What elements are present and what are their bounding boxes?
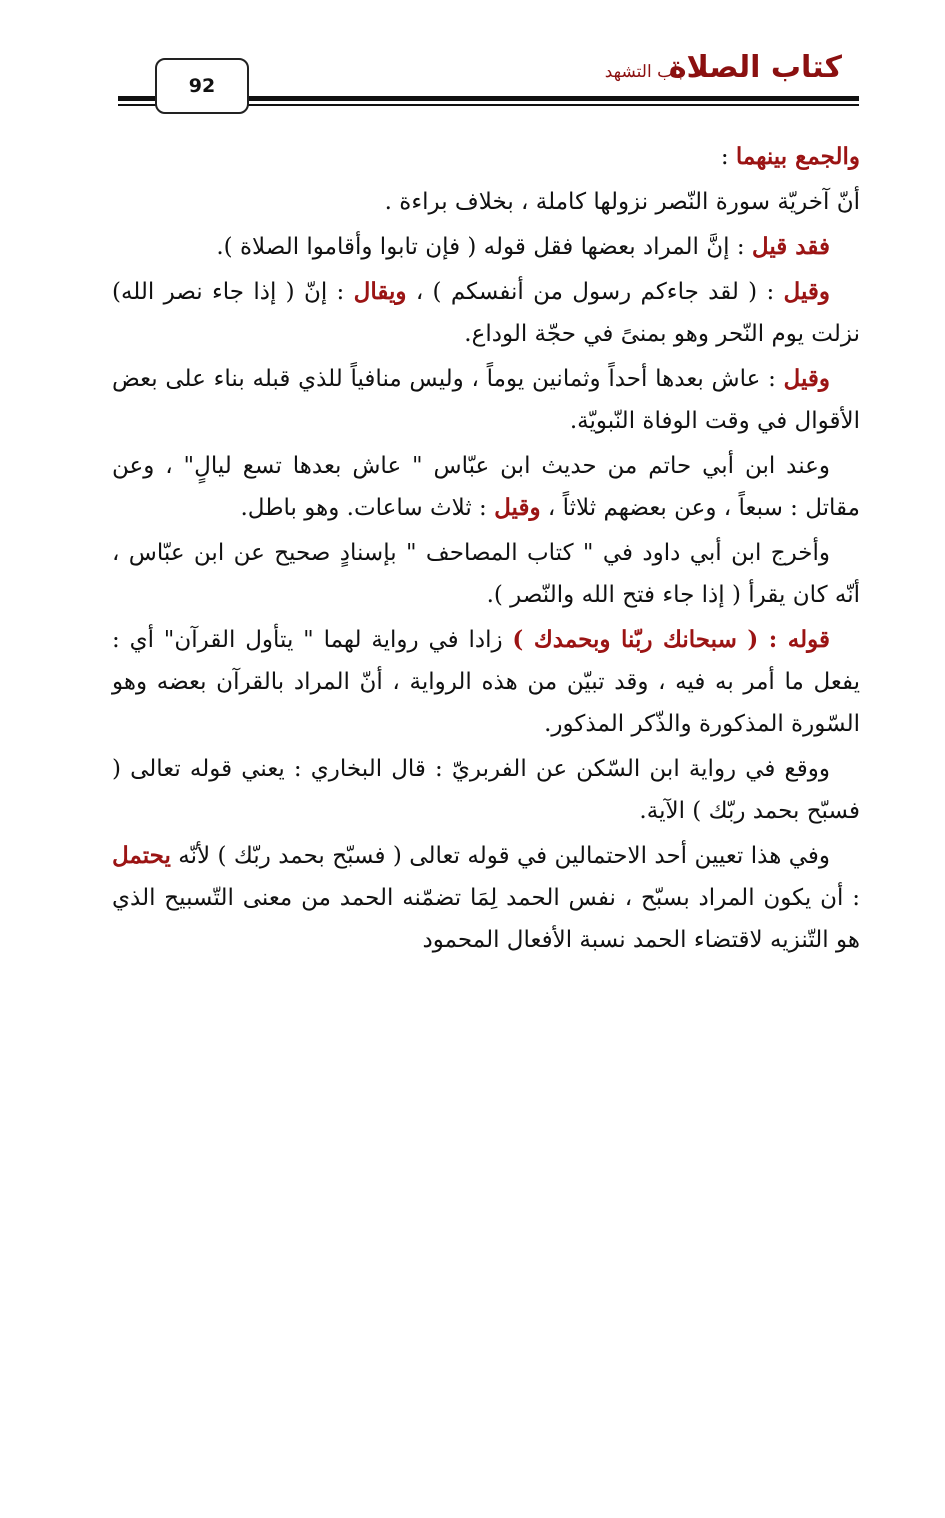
- paragraph: [112, 181, 860, 223]
- paragraph-text: وفي هذا تعيين أحد الاحتمالين في قوله تعالى ( فسبّح بحمد ربّك ) لأنّه: [170, 843, 830, 869]
- paragraph: [112, 358, 860, 442]
- paragraph-text: : أن يكون المراد بسبّح ، نفس الحمد لِمَا تضمّنه الحمد من معنى التّسبيح الذي هو التّنزيه لاقتضاء الحمد نسبة الأفعال المحمود: [112, 885, 860, 953]
- paragraph: [112, 136, 860, 178]
- paragraph-text: : عاش بعدها أحداً وثمانين يوماً ، وليس منافياً للذي قبله بناء على بعض الأقوال في وقت الوفاة النّبويّة.: [112, 366, 860, 434]
- book-title: كتاب الصلاة: [668, 50, 842, 85]
- paragraph-text: وأخرج ابن أبي داود في " كتاب المصاحف " بإسنادٍ صحيح عن ابن عبّاس ، أنّه كان يقرأ ( إذا جاء فتح الله والنّصر ).: [112, 540, 860, 608]
- highlight-label: والجمع بينهما: [735, 143, 860, 170]
- paragraph: [112, 748, 860, 832]
- paragraph-text: أنّ آخريّة سورة النّصر نزولها كاملة ، بخلاف براءة .: [384, 189, 860, 215]
- paragraph-text: وعند ابن أبي حاتم من حديث ابن عبّاس " عاش بعدها تسع ليالٍ" ، وعن مقاتل : سبعاً ، وعن بعضهم ثلاثاً ،: [112, 453, 860, 521]
- paragraph: [112, 445, 860, 529]
- paragraph: [112, 619, 860, 745]
- page-header: [0, 0, 945, 120]
- page-body: [112, 136, 860, 964]
- chapter-title: باب التشهد: [604, 62, 683, 82]
- paragraph-text: : إنَّ المراد بعضها فقل قوله ( فإن تابوا وأقاموا الصلاة ).: [216, 234, 752, 260]
- highlight-label: يحتمل: [112, 842, 171, 869]
- paragraph: [112, 226, 860, 268]
- paragraph-text: زادا في رواية لهما " يتأول القرآن" أي : يفعل ما أمر به فيه ، وقد تبيّن من هذه الرواية ، أنّ المراد بالقرآن بعضه وهو السّورة المذكورة والذّكر المذكور.: [112, 627, 860, 737]
- paragraph-text: : ثلاث ساعات. وهو باطل.: [240, 495, 495, 521]
- paragraph-text: : ( لقد جاءكم رسول من أنفسكم ) ،: [406, 279, 784, 305]
- paragraph: [112, 835, 860, 961]
- paragraph-text: : إنّ ( إذا جاء نصر الله) نزلت يوم النّحر وهو بمنىً في حجّة الوداع.: [112, 279, 860, 347]
- paragraph-text: :: [720, 144, 736, 170]
- highlight-label: قوله : ( سبحانك ربّنا وبحمدك ): [512, 626, 830, 653]
- highlight-label: وقيل: [783, 278, 830, 305]
- paragraph: [112, 271, 860, 355]
- highlight-label: فقد قيل: [751, 233, 830, 260]
- page-number: 92: [155, 58, 249, 114]
- paragraph-text: ووقع في رواية ابن السّكن عن الفربريّ : قال البخاري : يعني قوله تعالى ( فسبّح بحمد ربّك ) الآية.: [112, 756, 860, 824]
- paragraph: [112, 532, 860, 616]
- highlight-label: وقيل: [494, 494, 541, 521]
- highlight-label: ويقال: [353, 278, 407, 305]
- highlight-label: وقيل: [783, 365, 830, 392]
